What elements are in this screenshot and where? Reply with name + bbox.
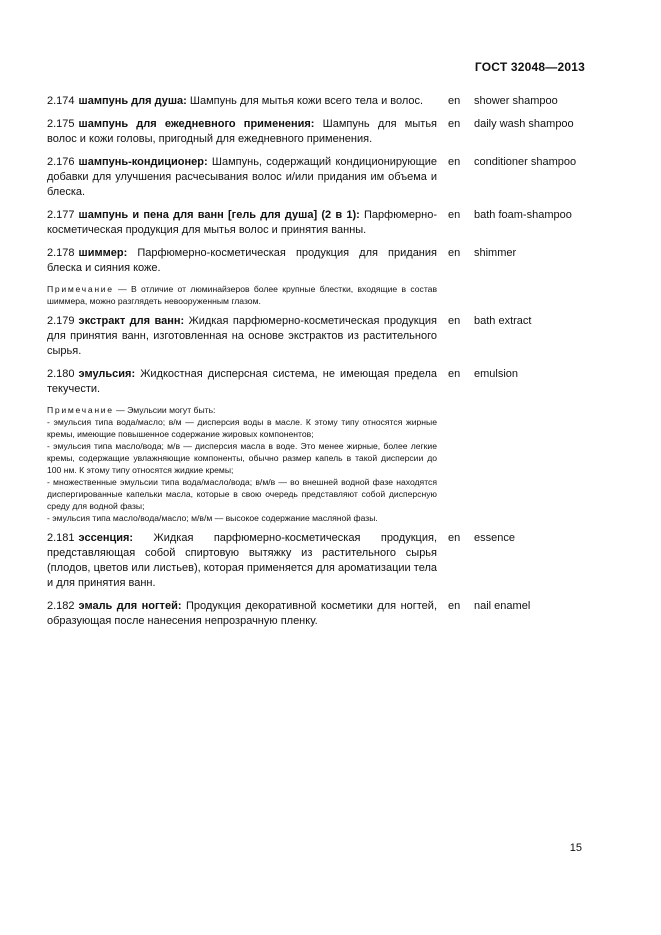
entry-english-term: bath foam-shampoo bbox=[474, 209, 572, 221]
entry-number: 2.182 bbox=[47, 600, 75, 612]
entry-number: 2.176 bbox=[47, 156, 75, 168]
entry-number: 2.179 bbox=[47, 315, 75, 327]
entry-term-text bbox=[47, 531, 437, 591]
entry-language: en bbox=[448, 368, 461, 380]
entry-number: 2.181 bbox=[47, 532, 75, 544]
entry-term-text bbox=[47, 155, 437, 200]
glossary-entry-2-178 bbox=[47, 246, 587, 276]
entry-english-term: daily wash shampoo bbox=[474, 118, 574, 130]
entry-definition: Жидкостная дисперсная система, не имеющая предела текучести. bbox=[47, 368, 437, 395]
note-list-item: - эмульсия типа масло/вода/масло; м/в/м — высокое содержание масляной фазы. bbox=[47, 513, 378, 523]
note-list-item: - эмульсия типа вода/масло; в/м — дисперсия воды в масле. К этому типу относятся жирные кремы, имеющие повышенное содержание жировых компонентов; bbox=[47, 417, 437, 439]
entry-english-term: shimmer bbox=[474, 247, 517, 259]
entry-english-term: conditioner shampoo bbox=[474, 156, 577, 168]
entry-language: en bbox=[448, 532, 461, 544]
entry-term: эссенция: bbox=[78, 532, 134, 544]
note-list-item: - эмульсия типа масло/вода; м/в — дисперсия масла в воде. Это менее жирные, более легкие кремы, содержащие увлажняющие компоненты, обычно размер капель в такой дисперсии до 100 нм. К этому типу относятся жидкие кремы; bbox=[47, 441, 437, 475]
note-list-item: - множественные эмульсии типа вода/масло/вода; в/м/в — во внешней водной фазе находятся диспергированные капельки масла, которые в свою очередь представляют собой дисперсную среду для водной фазы; bbox=[47, 477, 437, 511]
entry-definition: Продукция декоративной косметики для ногтей, образующая после нанесения непрозрачную пленку. bbox=[47, 600, 438, 627]
entry-english-term: bath extract bbox=[474, 315, 532, 327]
entry-term: эмульсия: bbox=[78, 368, 136, 380]
entry-language: en bbox=[448, 315, 461, 327]
entry-term: шиммер: bbox=[78, 247, 128, 259]
entry-definition: Жидкая парфюмерно-косметическая продукция, представляющая собой спиртовую вытяжку из растительного сырья (плодов, цветов или листьев), которая применяется для ароматизации тела и для принятия ванн. bbox=[47, 532, 437, 589]
note-emulsion bbox=[47, 404, 437, 524]
document-standard-header: ГОСТ 32048—2013 bbox=[474, 60, 585, 74]
note-intro: — Эмульсии могут быть: bbox=[116, 405, 216, 415]
entry-term: эмаль для ногтей: bbox=[78, 600, 182, 612]
glossary-entry-2-176 bbox=[47, 155, 587, 200]
entry-definition: Жидкая парфюмерно-косметическая продукция для принятия ванн, изготовленная на основе экстрактов из растительного сырья. bbox=[47, 315, 437, 357]
note-text: — В отличие от люминайзеров более крупные блестки, входящие в состав шиммера, можно разглядеть невооруженным глазом. bbox=[47, 284, 438, 306]
note-label: Примечание bbox=[47, 405, 114, 415]
glossary-entries bbox=[47, 94, 587, 637]
entry-number: 2.175 bbox=[47, 118, 75, 130]
entry-definition: Шампунь для мытья кожи всего тела и волос. bbox=[189, 95, 424, 107]
entry-definition: Парфюмерно-косметическая продукция для мытья волос и принятия ванны. bbox=[47, 209, 437, 236]
entry-language: en bbox=[448, 156, 461, 168]
entry-english-term: nail enamel bbox=[474, 600, 531, 612]
glossary-entry-2-174 bbox=[47, 94, 587, 109]
entry-definition: Парфюмерно-косметическая продукция для придания блеска и сияния коже. bbox=[47, 247, 437, 274]
entry-term: шампунь для ежедневного применения: bbox=[78, 118, 315, 130]
entry-term-text bbox=[47, 599, 437, 629]
entry-english-term: essence bbox=[474, 532, 515, 544]
glossary-entry-2-175 bbox=[47, 117, 587, 147]
glossary-entry-2-180 bbox=[47, 367, 587, 397]
entry-term-text bbox=[47, 314, 437, 359]
entry-term-text bbox=[47, 208, 437, 238]
entry-definition: Шампунь, содержащий кондиционирующие добавки для улучшения расчесывания волос и/или придания им объема и блеска. bbox=[47, 156, 437, 198]
entry-term-text bbox=[47, 94, 437, 109]
entry-term-text bbox=[47, 117, 437, 147]
entry-language: en bbox=[448, 209, 461, 221]
entry-language: en bbox=[448, 247, 461, 259]
glossary-entry-2-182 bbox=[47, 599, 587, 629]
note-shimmer bbox=[47, 283, 437, 307]
entry-definition: Шампунь для мытья волос и кожи головы, пригодный для ежедневного применения. bbox=[47, 118, 438, 145]
entry-term: шампунь для душа: bbox=[78, 95, 187, 107]
entry-term-text bbox=[47, 246, 437, 276]
entry-term-text bbox=[47, 367, 437, 397]
entry-language: en bbox=[448, 95, 461, 107]
entry-number: 2.180 bbox=[47, 368, 75, 380]
glossary-entry-2-179 bbox=[47, 314, 587, 359]
glossary-entry-2-177 bbox=[47, 208, 587, 238]
page-number: 15 bbox=[569, 842, 582, 854]
entry-number: 2.174 bbox=[47, 95, 75, 107]
entry-number: 2.178 bbox=[47, 247, 75, 259]
entry-english-term: shower shampoo bbox=[474, 95, 558, 107]
glossary-entry-2-181 bbox=[47, 531, 587, 591]
note-intro-line bbox=[47, 404, 437, 416]
note-label: Примечание bbox=[47, 284, 114, 294]
entry-language: en bbox=[448, 118, 461, 130]
entry-term: экстракт для ванн: bbox=[78, 315, 185, 327]
entry-language: en bbox=[448, 600, 461, 612]
entry-number: 2.177 bbox=[47, 209, 75, 221]
entry-english-term: emulsion bbox=[474, 368, 519, 380]
entry-term: шампунь и пена для ванн [гель для душа] (2 в 1): bbox=[78, 209, 360, 221]
entry-term: шампунь-кондиционер: bbox=[78, 156, 208, 168]
